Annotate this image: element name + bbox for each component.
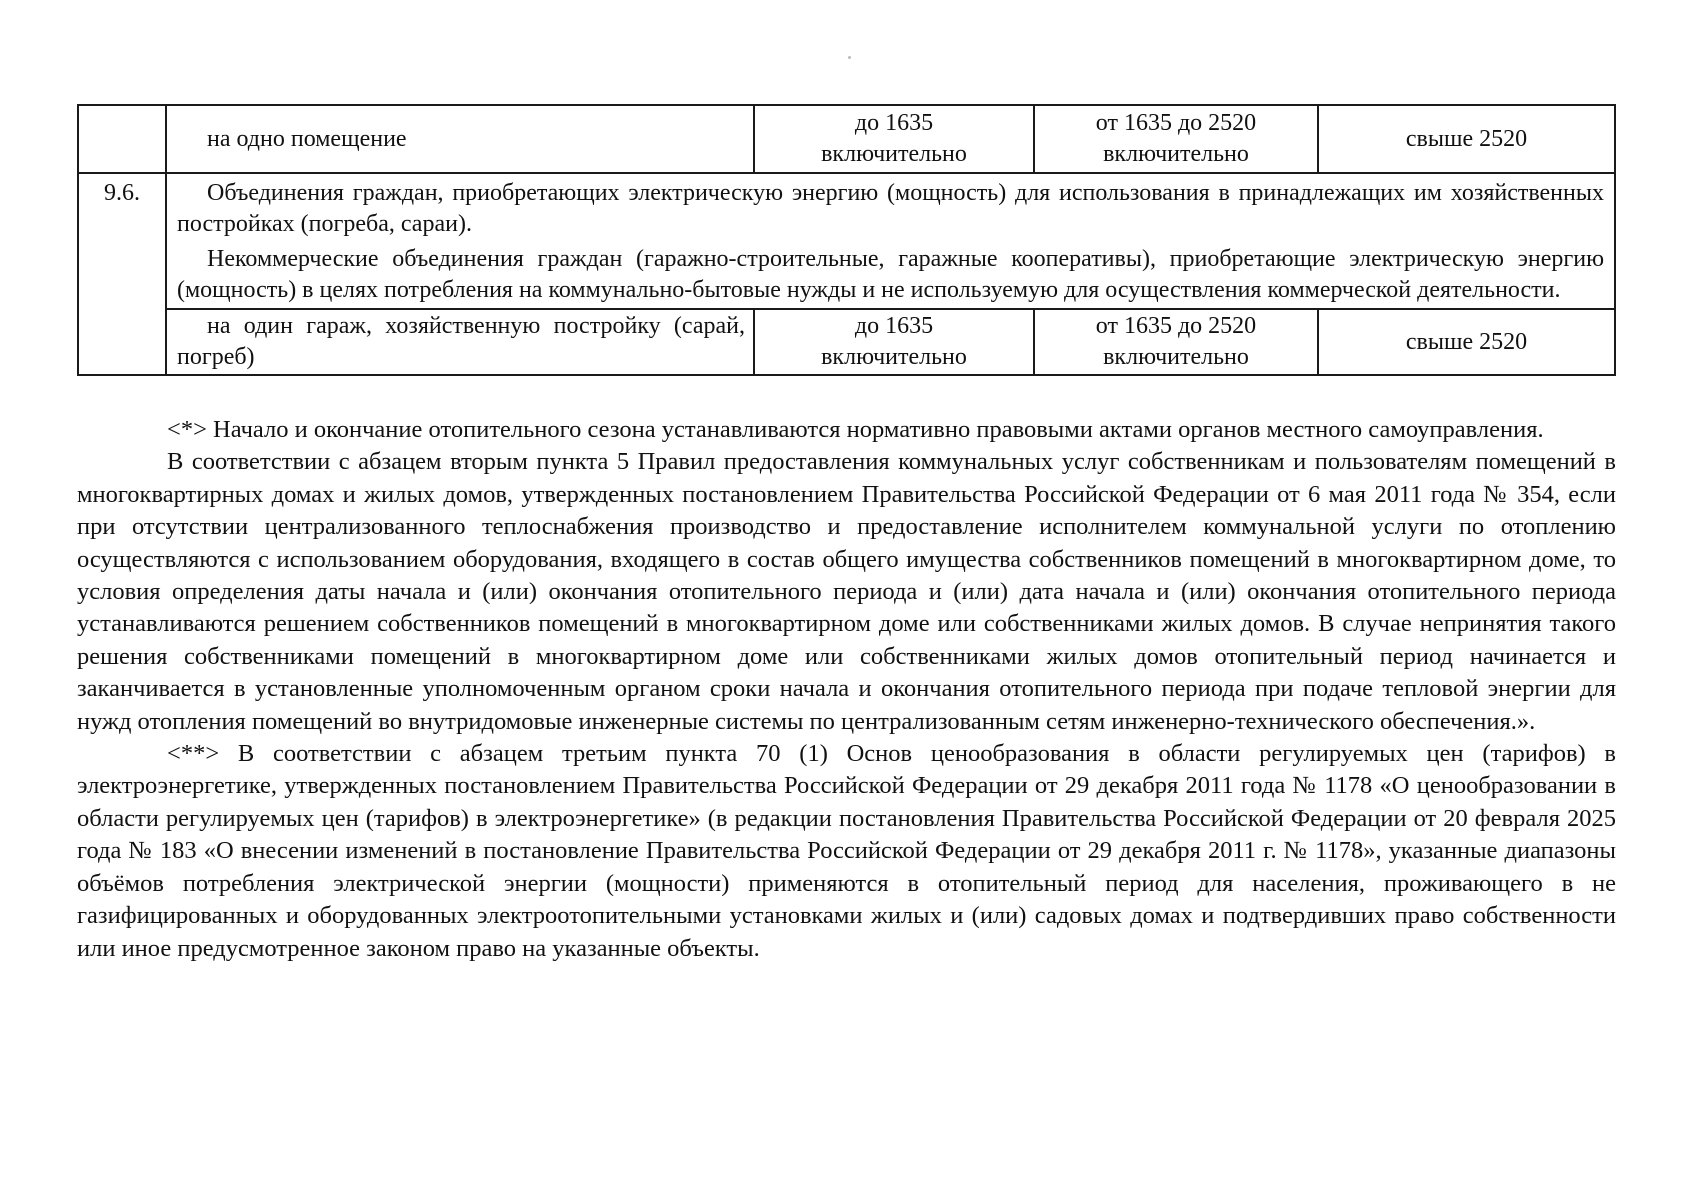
range-high-cell: свыше 2520 bbox=[1318, 105, 1615, 173]
range-low-qualifier: включительно bbox=[821, 344, 967, 370]
range-mid-cell bbox=[1034, 309, 1318, 375]
range-mid-cell bbox=[1034, 105, 1318, 173]
range-low-value: до 1635 bbox=[854, 313, 934, 339]
table-row bbox=[78, 309, 1615, 375]
category-label: на один гараж, хозяйственную постройку (сарай, погреб) bbox=[166, 309, 754, 375]
range-high-cell: свыше 2520 bbox=[1318, 309, 1615, 375]
range-mid-qualifier: включительно bbox=[1103, 344, 1249, 370]
category-description bbox=[166, 173, 1615, 309]
range-low-value: до 1635 bbox=[854, 110, 934, 136]
range-mid-qualifier: включительно bbox=[1103, 141, 1249, 167]
row-number-cell bbox=[78, 105, 166, 173]
description-paragraph: Некоммерческие объединения граждан (гаражно-строительные, гаражные кооперативы), приобретающие электрическую энергию (мощность) в целях потребления на коммунально-бытовые нужды и не используемую для осуществления коммерческой деятельности. bbox=[177, 246, 1604, 303]
range-mid-value: от 1635 до 2520 bbox=[1095, 313, 1257, 339]
table-row bbox=[78, 105, 1615, 173]
row-number-cell: 9.6. bbox=[78, 173, 166, 375]
footnote-heating-season-detail: В соответствии с абзацем вторым пункта 5 Правил предоставления коммунальных услуг собственникам и пользователям помещений в многоквартирных домах и жилых домов, утвержденных постановлением Правительства Российской Федерации от 6 мая 2011 года № 354, если при отсутствии централизованного теплоснабжения производство и предоставление исполнителем коммунальной услуги по отоплению осуществляются с использованием оборудования, входящего в состав общего имущества собственников помещений в многоквартирном доме, то условия определения даты начала и (или) окончания отопительного периода и (или) дата начала и (или) окончания отопительного периода устанавливаются решением собственников помещений в многоквартирном доме или собственниками жилых домов. В случае непринятия такого решения собственниками помещений в многоквартирном доме или собственниками жилых домов отопительный период начинается и заканчивается в установленные уполномоченным органом сроки начала и окончания отопительного периода при подаче тепловой энергии для нужд отопления помещений во внутридомовые инженерные системы по централизованным сетям инженерно-технического обеспечения.». bbox=[77, 448, 1616, 735]
range-mid-value: от 1635 до 2520 bbox=[1095, 110, 1257, 136]
range-low-cell bbox=[754, 309, 1034, 375]
table-row bbox=[78, 173, 1615, 309]
description-paragraph: Объединения граждан, приобретающих электрическую энергию (мощность) для использования в принадлежащих им хозяйственных постройках (погреба, сараи). bbox=[177, 180, 1604, 237]
range-low-qualifier: включительно bbox=[821, 141, 967, 167]
consumption-ranges-table bbox=[77, 104, 1616, 376]
footnotes bbox=[77, 414, 1616, 965]
range-low-cell bbox=[754, 105, 1034, 173]
scan-speck bbox=[848, 56, 851, 59]
category-label: на одно помещение bbox=[166, 105, 754, 173]
footnote-pricing-basis: <**> В соответствии с абзацем третьим пункта 70 (1) Основ ценообразования в области регулируемых цен (тарифов) в электроэнергетике, утвержденных постановлением Правительства Российской Федерации от 29 декабря 2011 года № 1178 «О ценообразовании в области регулируемых цен (тарифов) в электроэнергетике» (в редакции постановления Правительства Российской Федерации от 20 февраля 2025 года № 183 «О внесении изменений в постановление Правительства Российской Федерации от 29 декабря 2011 г. № 1178», указанные диапазоны объёмов потребления электрической энергии (мощности) применяются в отопительный период для населения, проживающего в не газифицированных и оборудованных электроотопительными установками жилых и (или) садовых домах и подтвердивших право собственности или иное предусмотренное законом право на указанные объекты. bbox=[77, 740, 1616, 962]
footnote-heating-season: <*> Начало и окончание отопительного сезона устанавливаются нормативно правовыми актами органов местного самоуправления. bbox=[167, 416, 1544, 443]
